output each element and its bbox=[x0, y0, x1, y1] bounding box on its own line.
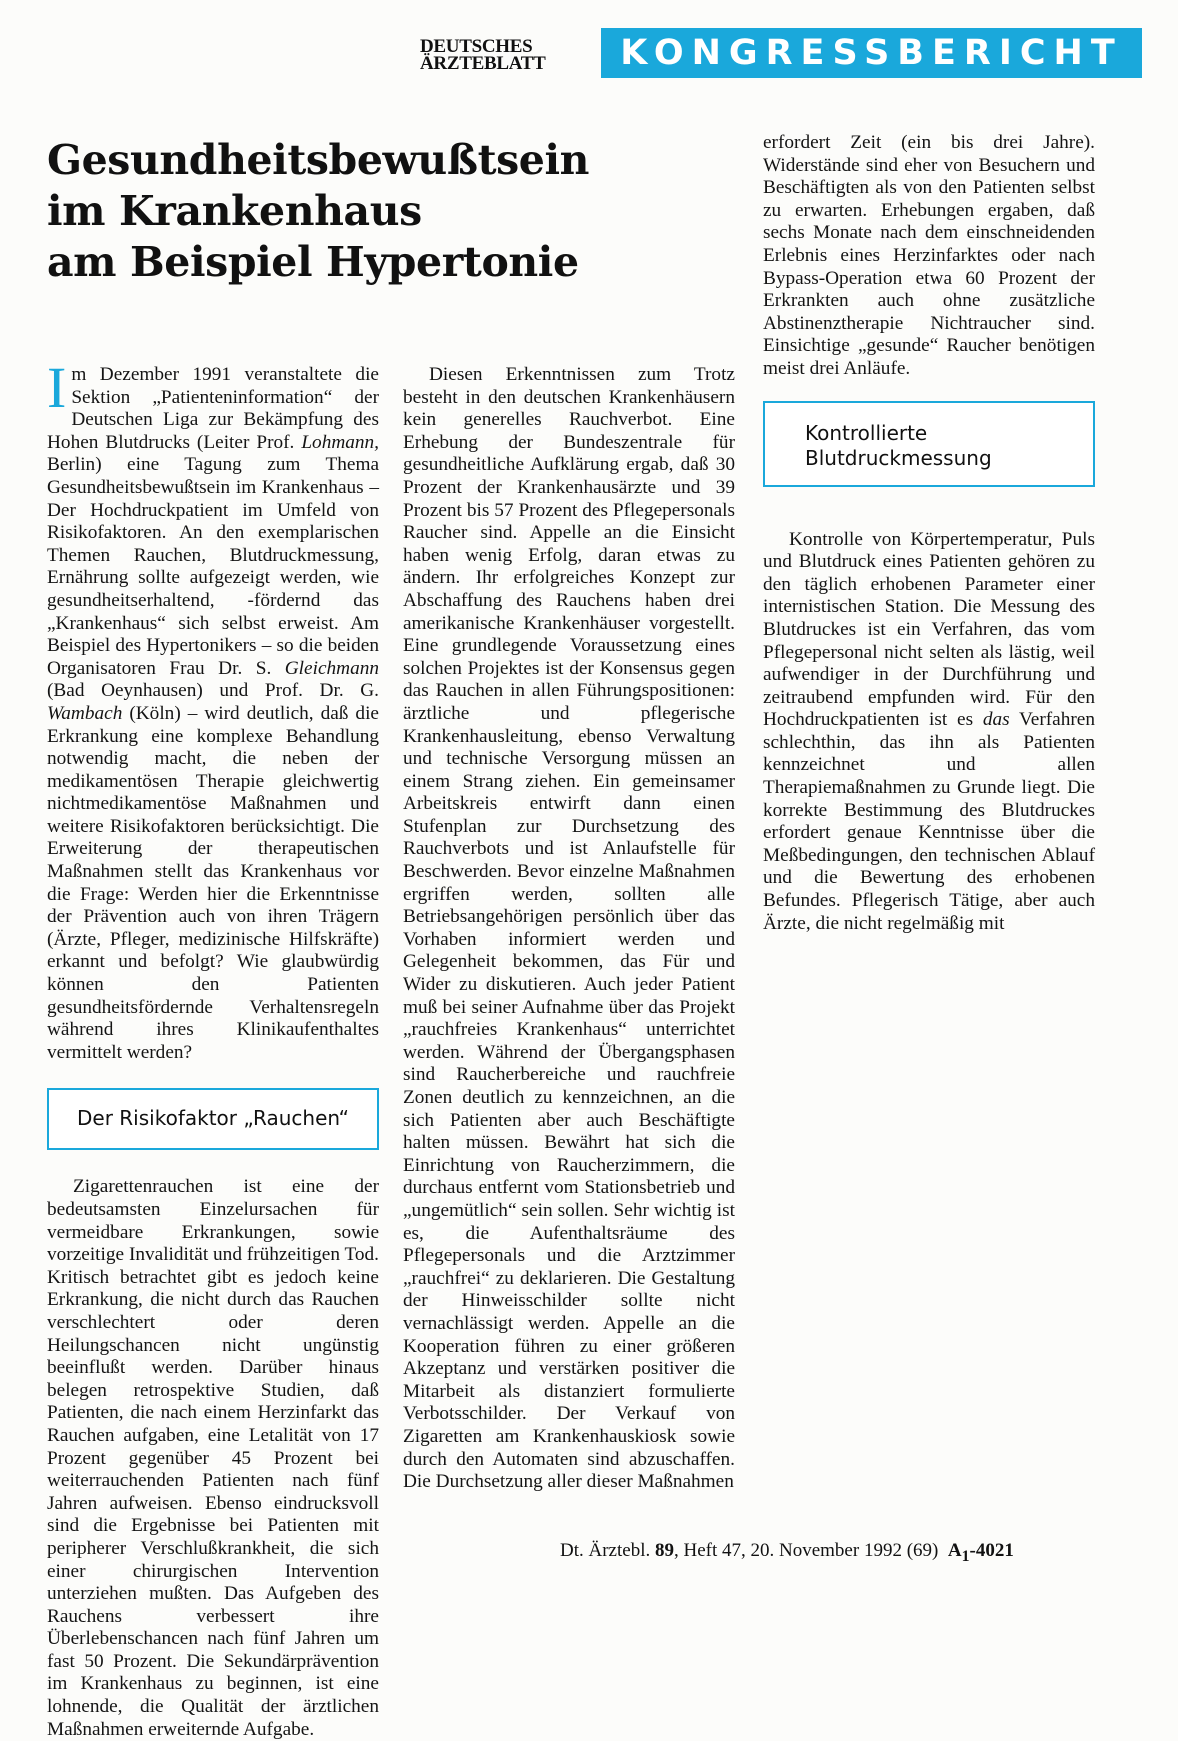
title-line-1: Gesundheitsbewußtsein bbox=[47, 136, 590, 184]
text-column-2 bbox=[403, 364, 735, 1494]
paragraph-rauchverbot: Diesen Erkenntnissen zum Trotz besteht in den deutschen Krankenhäusern kein generelles Rauchverbot. Eine Erhebung der Bundeszentrale für gesundheitliche Aufklärung ergab, daß 30 Prozent der Krankenhausärzte und 39 Prozent bis 57 Prozent des Pflegepersonals Raucher sind. Appelle an die Einsicht haben wenig Erfolg, daran etwas zu ändern. Ihr erfolgreiches Konzept zur Abschaffung des Rauchens haben drei amerikanische Krankenhäuser vorgestellt. Eine grundlegende Voraussetzung eines solchen Projektes ist der Konsensus gegen das Rauchen in allen Führungspositionen: ärztliche und pflegerische Krankenhausleitung, ebenso Verwaltung und technische Versorgung müssen an einem Strang ziehen. Ein gemeinsamer Arbeitskreis entwirft dann einen Stufenplan zur Durchsetzung des Rauchverbots und ist Anlaufstelle für Beschwerden. Bevor einzelne Maßnahmen ergriffen werden, sollten alle Betriebsangehörigen persönlich über das Vorhaben informiert werden und Gelegenheit bekommen, das Für und Wider zu diskutieren. Auch jeder Patient muß bei seiner Aufnahme über das Projekt „rauchfreies Krankenhaus“ unterrichtet werden. Während der Übergangsphasen sind Raucherbereiche und rauchfreie Zonen deutlich zu kennzeichnen, an die sich Patienten aber auch Beschäftigte halten müssen. Bewährt hat sich die Einrichtung von Raucherzimmern, die durchaus entfernt vom Stationsbetrieb und „ungemütlich“ sein sollen. Sehr wichtig ist es, die Aufenthaltsräume des Pflegepersonals und die Arztzimmer „rauchfrei“ zu deklarieren. Die Gestaltung der Hinweisschilder sollte nicht vernachlässigt werden. Appelle an die Kooperation führen zu einer größeren Akzeptanz und verstärken positiver die Mitarbeit als distanziert formulierte Verbotsschilder. Der Verkauf von Zigaretten am Krankenhauskiosk sowie durch den Automaten sind abzuschaffen. Die Durchsetzung aller dieser Maßnahmen bbox=[403, 364, 735, 1493]
subheading-rauchen: Der Risikofaktor „Rauchen“ bbox=[77, 1106, 349, 1131]
article-title bbox=[47, 135, 687, 288]
logo-line-2: ÄRZTEBLATT bbox=[420, 53, 546, 74]
footer-page bbox=[947, 1540, 1014, 1565]
emphasis: das bbox=[982, 709, 1010, 731]
footer-volume: 89 bbox=[654, 1540, 674, 1561]
intro-text-d: (Köln) – wird deutlich, daß die Erkrankung eine komplexe Behandlung notwendig macht, die neben der medikamentösen Therapie gleichwertig nichtmedikamentöse Maßnahmen und weitere Risikofaktoren berücksichtigt. Die Erweiterung der therapeutischen Maßnahmen stellt das Krankenhaus vor die Frage: Werden hier die Erkenntnisse der Prävention auch von ihren Trägern (Ärzte, Pfleger, medizinische Hilfskräfte) erkannt und befolgt? Wie glaubwürdig können den Patienten gesundheitsfördernde Verhaltensregeln während ihres Klinikaufenthaltes vermittelt werden? bbox=[47, 702, 379, 1063]
subheading-line-1: Kontrollierte bbox=[805, 420, 928, 445]
paragraph-rauchen: Zigarettenrauchen ist eine der bedeutsamsten Einzelursachen für vermeidbare Erkrankungen, sowie vorzeitige Invalidität und frühzeitigen Tod. Kritisch betrachtet gibt es jedoch keine Erkrankung, die nicht durch das Rauchen verschlechtert oder deren Heilungschancen nicht ungünstig beeinflußt werden. Darüber hinaus belegen retrospektive Studien, daß Patienten, die nach einem Herzinfarkt das Rauchen aufgaben, eine Letalität von 17 Prozent gegenüber 45 Prozent bei weiterrauchenden Patienten nach fünf Jahren aufweisen. Ebenso eindrucksvoll sind die Ergebnisse bei Patienten mit peripherer Verschlußkrankheit, die sich einer chirurgischen Intervention unterziehen mußten. Das Aufgeben des Rauchens verbessert ihre Überlebenschancen nach fünf Jahren um fast 50 Prozent. Die Sekundärprävention im Krankenhaus zu beginnen, ist eine lohnende, die Qualität der ärztlichen Maßnahmen erweiternde Aufgabe. bbox=[47, 1176, 379, 1740]
blutdruck-text-b: Verfahren schlechthin, das ihn als Patienten kennzeichnet und allen Therapiemaßnahmen zu Grunde liegt. Die korrekte Bestimmung des Blutdruckes erfordert genaue Kenntnisse über die Meßbedingungen, den technischen Ablauf und die Bewertung des erhobenen Befundes. Pflegerisch Tätige, aber auch Ärzte, die nicht regelmäßig mit bbox=[763, 709, 1095, 934]
subheading-line-2: Blutdruckmessung bbox=[805, 445, 992, 470]
text-column-3 bbox=[763, 132, 1095, 935]
footer-page-sub: 1 bbox=[961, 1547, 970, 1565]
footer-issue: , Heft 47, 20. November 1992 (69) bbox=[673, 1540, 939, 1561]
person-name: Gleichmann bbox=[284, 657, 379, 679]
blutdruck-text-a: Kontrolle von Körpertemperatur, Puls und Blutdruck eines Patienten gehören zu den täglich erhobenen Parameter einer internistischen Station. Die Messung des Blutdruckes ist ein Verfahren, das vom Pflegepersonal nicht selten als lästig, weil aufwendiger in der Durchführung und zeitraubend empfunden wird. Für den Hochdruckpatienten ist es bbox=[763, 528, 1095, 731]
person-name: Wambach bbox=[47, 702, 123, 724]
intro-text-b: Berlin) eine Tagung zum Thema Gesundheitsbewußtsein im Krankenhaus – Der Hochdruckpatient im Umfeld von Risikofaktoren. An den exemplarischen Themen Rauchen, Blutdruckmessung, Ernährung sollte aufgezeigt werden, wie gesundheitserhaltend, -fördernd das „Krankenhaus“ sich selbst erweist. Am Beispiel des Hypertonikers – so die beiden Organisatoren Frau Dr. S. bbox=[47, 454, 379, 679]
text-column-1 bbox=[47, 355, 379, 1741]
page-footer bbox=[560, 1540, 1160, 1566]
title-line-3: am Beispiel Hypertonie bbox=[47, 238, 579, 286]
intro-text-a: m Dezember 1991 veranstaltete die Sektion „Patienteninformation“ der Deutschen Liga zur Bekämpfung des Hohen Blutdrucks (Leiter Prof. bbox=[47, 364, 379, 453]
paragraph-blutdruck bbox=[763, 529, 1095, 936]
footer-journal: Dt. Ärztebl. bbox=[560, 1540, 655, 1561]
footer-page-prefix: A bbox=[947, 1540, 962, 1561]
drop-cap: I bbox=[47, 355, 67, 420]
section-banner: KONGRESSBERICHT bbox=[601, 28, 1142, 78]
person-name: Lohmann, bbox=[301, 431, 379, 453]
logo-line-1: DEUTSCHES bbox=[420, 36, 533, 57]
paragraph-intro bbox=[47, 355, 379, 1064]
title-line-2: im Krankenhaus bbox=[47, 187, 422, 235]
intro-text-c: (Bad Oeynhausen) und Prof. Dr. G. bbox=[47, 680, 379, 702]
subheading-box-blutdruck bbox=[763, 401, 1095, 487]
subheading-box-rauchen bbox=[47, 1088, 379, 1150]
paragraph-rauchverbot-continued: erfordert Zeit (ein bis drei Jahre). Widerstände sind eher von Besuchern und Beschäftigten als von den Patienten selbst zu erwarten. Erhebungen ergaben, daß sechs Monate nach dem einschneidenden Erlebnis eines Herzinfarktes oder nach Bypass-Operation etwa 60 Prozent der Erkrankten auch ohne zusätzliche Abstinenztherapie Nichtraucher sind. Einsichtige „gesunde“ Raucher benötigen meist drei Anläufe. bbox=[763, 132, 1095, 379]
journal-logo bbox=[420, 38, 590, 72]
footer-page-number: -4021 bbox=[969, 1540, 1014, 1561]
masthead bbox=[420, 28, 1142, 78]
